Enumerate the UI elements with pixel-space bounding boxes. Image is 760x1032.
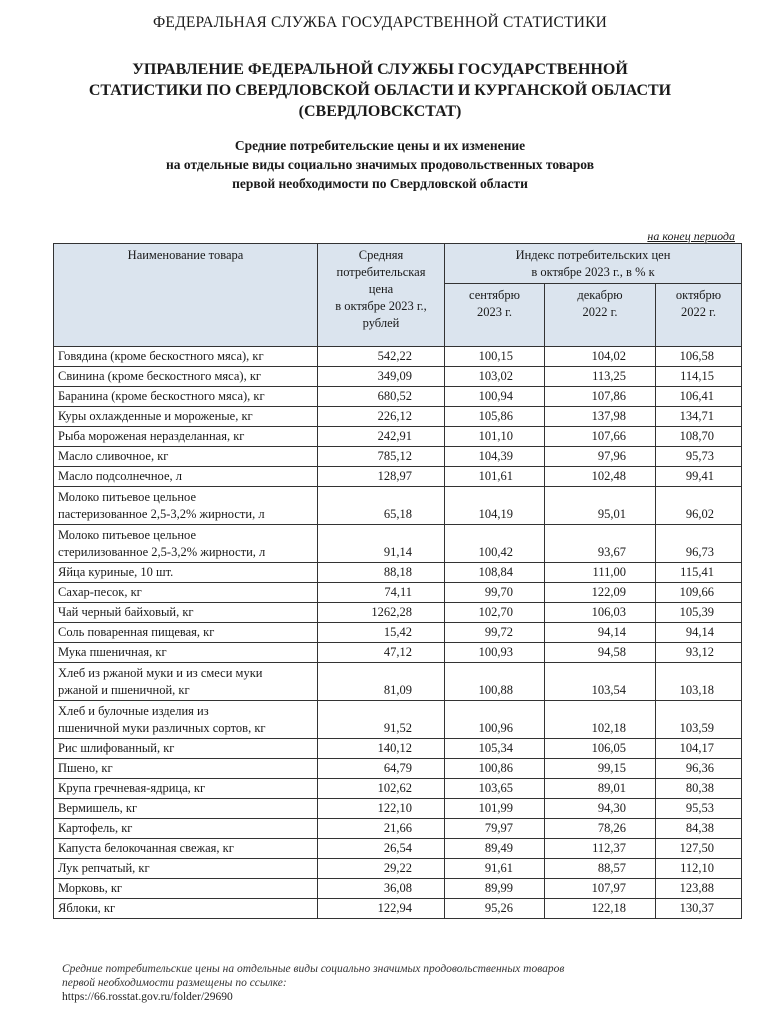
cpi-sep-2023-cell: 99,72 [445, 623, 545, 643]
table-row [54, 819, 742, 839]
product-name-line: Чай черный байховый, кг [58, 605, 194, 619]
table-row [54, 447, 742, 467]
cpi-oct-2022-cell: 96,02 [656, 487, 742, 525]
office-line: УПРАВЛЕНИЕ ФЕДЕРАЛЬНОЙ СЛУЖБЫ ГОСУДАРСТВЕННОЙ [132, 61, 628, 78]
product-name-line: Мука пшеничная, кг [58, 645, 167, 659]
price-cell: 122,10 [318, 799, 445, 819]
table-row [54, 759, 742, 779]
office-line: (СВЕРДЛОВСКСТАТ) [298, 103, 462, 120]
document-title [0, 136, 760, 193]
table-row [54, 487, 742, 525]
cpi-oct-2022-cell: 114,15 [656, 367, 742, 387]
cpi-sep-2023-cell: 100,15 [445, 347, 545, 367]
cpi-oct-2022-cell: 108,70 [656, 427, 742, 447]
cpi-sep-2023-cell: 99,70 [445, 583, 545, 603]
cpi-sep-2023-cell: 100,93 [445, 643, 545, 663]
cpi-dec-2022-cell: 88,57 [545, 859, 656, 879]
product-name-cell [54, 583, 318, 603]
price-cell: 542,22 [318, 347, 445, 367]
cpi-dec-2022-cell: 94,58 [545, 643, 656, 663]
product-name-cell [54, 739, 318, 759]
price-cell: 64,79 [318, 759, 445, 779]
cpi-dec-2022-cell: 89,01 [545, 779, 656, 799]
table-row [54, 779, 742, 799]
cpi-sep-2023-cell: 95,26 [445, 899, 545, 919]
table-row [54, 623, 742, 643]
product-name-line: ржаной и пшеничной, кг [58, 683, 190, 697]
table-row [54, 643, 742, 663]
table-row [54, 467, 742, 487]
cpi-sep-2023-cell: 105,34 [445, 739, 545, 759]
product-name-line: Молоко питьевое цельное [58, 490, 196, 504]
cpi-oct-2022-cell: 80,38 [656, 779, 742, 799]
footnote-line: Средние потребительские цены на отдельные виды социально значимых продовольственных товаров [62, 963, 565, 975]
product-name-cell [54, 525, 318, 563]
price-cell: 242,91 [318, 427, 445, 447]
footnote-line: первой необходимости размещены по ссылке: [62, 977, 287, 989]
price-cell: 102,62 [318, 779, 445, 799]
product-name-line: Крупа гречневая-ядрица, кг [58, 781, 206, 795]
price-cell: 140,12 [318, 739, 445, 759]
cpi-oct-2022-cell: 95,73 [656, 447, 742, 467]
product-name-cell [54, 663, 318, 701]
cpi-oct-2022-cell: 109,66 [656, 583, 742, 603]
table-row [54, 583, 742, 603]
product-name-cell [54, 427, 318, 447]
cpi-oct-2022-cell: 105,39 [656, 603, 742, 623]
cpi-oct-2022-cell: 95,53 [656, 799, 742, 819]
cpi-oct-2022-cell: 130,37 [656, 899, 742, 919]
product-name-cell [54, 487, 318, 525]
product-name-line: Хлеб из ржаной муки и из смеси муки [58, 666, 263, 680]
product-name-line: Куры охлажденные и мороженые, кг [58, 409, 253, 423]
table-row [54, 799, 742, 819]
product-name-line: Говядина (кроме бескостного мяса), кг [58, 349, 264, 363]
cpi-sep-2023-cell: 103,02 [445, 367, 545, 387]
cpi-sep-2023-cell: 101,61 [445, 467, 545, 487]
cpi-dec-2022-cell: 97,96 [545, 447, 656, 467]
price-cell: 680,52 [318, 387, 445, 407]
product-name-line: стерилизованное 2,5-3,2% жирности, л [58, 545, 266, 559]
cpi-dec-2022-cell: 111,00 [545, 563, 656, 583]
cpi-dec-2022-cell: 94,14 [545, 623, 656, 643]
cpi-oct-2022-cell: 112,10 [656, 859, 742, 879]
price-cell: 81,09 [318, 663, 445, 701]
cpi-sep-2023-cell: 100,86 [445, 759, 545, 779]
product-name-cell [54, 447, 318, 467]
cpi-dec-2022-cell: 102,18 [545, 701, 656, 739]
price-cell: 26,54 [318, 839, 445, 859]
cpi-sep-2023-cell: 89,99 [445, 879, 545, 899]
price-cell: 74,11 [318, 583, 445, 603]
product-name-line: Молоко питьевое цельное [58, 528, 196, 542]
price-cell: 65,18 [318, 487, 445, 525]
table-row [54, 407, 742, 427]
header-product-name: Наименование товара [54, 244, 318, 347]
product-name-cell [54, 879, 318, 899]
price-cell: 21,66 [318, 819, 445, 839]
table-row [54, 899, 742, 919]
price-cell: 349,09 [318, 367, 445, 387]
cpi-sep-2023-cell: 79,97 [445, 819, 545, 839]
cpi-dec-2022-cell: 122,18 [545, 899, 656, 919]
cpi-oct-2022-cell: 106,41 [656, 387, 742, 407]
price-cell: 1262,28 [318, 603, 445, 623]
product-name-line: Картофель, кг [58, 821, 133, 835]
product-name-cell [54, 623, 318, 643]
cpi-oct-2022-cell: 93,12 [656, 643, 742, 663]
header-oct-2022: октябрю 2022 г. [656, 284, 742, 347]
cpi-sep-2023-cell: 105,86 [445, 407, 545, 427]
cpi-oct-2022-cell: 106,58 [656, 347, 742, 367]
product-name-cell [54, 701, 318, 739]
price-cell: 15,42 [318, 623, 445, 643]
title-line: на отдельные виды социально значимых продовольственных товаров [165, 157, 595, 172]
cpi-dec-2022-cell: 107,66 [545, 427, 656, 447]
product-name-cell [54, 347, 318, 367]
table-row [54, 739, 742, 759]
cpi-dec-2022-cell: 102,48 [545, 467, 656, 487]
product-name-line: Яйца куриные, 10 шт. [58, 565, 174, 579]
cpi-oct-2022-cell: 94,14 [656, 623, 742, 643]
cpi-dec-2022-cell: 103,54 [545, 663, 656, 701]
product-name-cell [54, 563, 318, 583]
header-sep-2023: сентябрю 2023 г. [445, 284, 545, 347]
table-row [54, 879, 742, 899]
table-row [54, 663, 742, 701]
product-name-cell [54, 367, 318, 387]
product-name-line: Рис шлифованный, кг [58, 741, 175, 755]
cpi-dec-2022-cell: 94,30 [545, 799, 656, 819]
table-row [54, 563, 742, 583]
period-note: на конец периода [647, 229, 735, 243]
price-cell: 91,52 [318, 701, 445, 739]
cpi-oct-2022-cell: 99,41 [656, 467, 742, 487]
cpi-sep-2023-cell: 91,61 [445, 859, 545, 879]
cpi-dec-2022-cell: 106,05 [545, 739, 656, 759]
cpi-dec-2022-cell: 78,26 [545, 819, 656, 839]
table-body [54, 347, 742, 919]
cpi-dec-2022-cell: 106,03 [545, 603, 656, 623]
product-name-cell [54, 467, 318, 487]
table-row [54, 347, 742, 367]
product-name-line: пастеризованное 2,5-3,2% жирности, л [58, 507, 265, 521]
cpi-oct-2022-cell: 103,18 [656, 663, 742, 701]
price-table [53, 243, 742, 919]
cpi-dec-2022-cell: 93,67 [545, 525, 656, 563]
table-row [54, 367, 742, 387]
cpi-dec-2022-cell: 99,15 [545, 759, 656, 779]
cpi-sep-2023-cell: 100,42 [445, 525, 545, 563]
header-dec-2022: декабрю 2022 г. [545, 284, 656, 347]
header-average-price: Средняя потребительская цена в октябре 2023 г., рублей [318, 244, 445, 347]
cpi-dec-2022-cell: 107,86 [545, 387, 656, 407]
price-cell: 88,18 [318, 563, 445, 583]
cpi-oct-2022-cell: 115,41 [656, 563, 742, 583]
price-cell: 122,94 [318, 899, 445, 919]
product-name-line: Соль поваренная пищевая, кг [58, 625, 215, 639]
cpi-oct-2022-cell: 96,73 [656, 525, 742, 563]
cpi-oct-2022-cell: 104,17 [656, 739, 742, 759]
cpi-sep-2023-cell: 101,99 [445, 799, 545, 819]
product-name-cell [54, 603, 318, 623]
product-name-line: Морковь, кг [58, 881, 123, 895]
cpi-sep-2023-cell: 104,39 [445, 447, 545, 467]
cpi-sep-2023-cell: 100,94 [445, 387, 545, 407]
office-name [0, 59, 760, 122]
product-name-cell [54, 899, 318, 919]
cpi-sep-2023-cell: 108,84 [445, 563, 545, 583]
table-row [54, 859, 742, 879]
product-name-cell [54, 643, 318, 663]
product-name-line: Лук репчатый, кг [58, 861, 150, 875]
table-row [54, 701, 742, 739]
product-name-cell [54, 819, 318, 839]
price-cell: 47,12 [318, 643, 445, 663]
product-name-cell [54, 759, 318, 779]
product-name-line: Сахар-песок, кг [58, 585, 142, 599]
header-cpi-group: Индекс потребительских цен в октябре 2023 г., в % к [445, 244, 742, 284]
product-name-cell [54, 387, 318, 407]
cpi-oct-2022-cell: 103,59 [656, 701, 742, 739]
product-name-cell [54, 799, 318, 819]
cpi-sep-2023-cell: 100,88 [445, 663, 545, 701]
table-row [54, 525, 742, 563]
table-row [54, 839, 742, 859]
cpi-dec-2022-cell: 113,25 [545, 367, 656, 387]
cpi-dec-2022-cell: 95,01 [545, 487, 656, 525]
cpi-oct-2022-cell: 96,36 [656, 759, 742, 779]
agency-name: ФЕДЕРАЛЬНАЯ СЛУЖБА ГОСУДАРСТВЕННОЙ СТАТИСТИКИ [152, 14, 608, 31]
cpi-sep-2023-cell: 104,19 [445, 487, 545, 525]
source-link[interactable]: https://66.rosstat.gov.ru/folder/29690 [62, 991, 233, 1003]
cpi-sep-2023-cell: 101,10 [445, 427, 545, 447]
price-cell: 128,97 [318, 467, 445, 487]
product-name-line: Хлеб и булочные изделия из [58, 704, 209, 718]
price-cell: 785,12 [318, 447, 445, 467]
table-row [54, 427, 742, 447]
cpi-sep-2023-cell: 100,96 [445, 701, 545, 739]
cpi-dec-2022-cell: 107,97 [545, 879, 656, 899]
table-row [54, 387, 742, 407]
cpi-dec-2022-cell: 122,09 [545, 583, 656, 603]
office-line: СТАТИСТИКИ ПО СВЕРДЛОВСКОЙ ОБЛАСТИ И КУРГАНСКОЙ ОБЛАСТИ [88, 82, 672, 99]
product-name-cell [54, 407, 318, 427]
product-name-line: Свинина (кроме бескостного мяса), кг [58, 369, 262, 383]
cpi-sep-2023-cell: 103,65 [445, 779, 545, 799]
cpi-oct-2022-cell: 127,50 [656, 839, 742, 859]
table-row [54, 603, 742, 623]
product-name-line: Вермишель, кг [58, 801, 138, 815]
product-name-line: Масло сливочное, кг [58, 449, 169, 463]
price-cell: 36,08 [318, 879, 445, 899]
price-cell: 91,14 [318, 525, 445, 563]
cpi-oct-2022-cell: 84,38 [656, 819, 742, 839]
product-name-line: Яблоки, кг [58, 901, 116, 915]
title-line: Средние потребительские цены и их изменение [234, 138, 526, 153]
product-name-line: Баранина (кроме бескостного мяса), кг [58, 389, 265, 403]
footnote [62, 962, 702, 1004]
product-name-line: Масло подсолнечное, л [58, 469, 182, 483]
product-name-line: Капуста белокочанная свежая, кг [58, 841, 234, 855]
product-name-line: пшеничной муки различных сортов, кг [58, 721, 266, 735]
cpi-dec-2022-cell: 137,98 [545, 407, 656, 427]
product-name-cell [54, 839, 318, 859]
product-name-line: Рыба мороженая неразделанная, кг [58, 429, 245, 443]
price-cell: 29,22 [318, 859, 445, 879]
cpi-oct-2022-cell: 123,88 [656, 879, 742, 899]
cpi-sep-2023-cell: 89,49 [445, 839, 545, 859]
title-line: первой необходимости по Свердловской области [232, 176, 528, 191]
product-name-line: Пшено, кг [58, 761, 113, 775]
cpi-dec-2022-cell: 112,37 [545, 839, 656, 859]
product-name-cell [54, 779, 318, 799]
cpi-dec-2022-cell: 104,02 [545, 347, 656, 367]
cpi-oct-2022-cell: 134,71 [656, 407, 742, 427]
product-name-cell [54, 859, 318, 879]
cpi-sep-2023-cell: 102,70 [445, 603, 545, 623]
price-cell: 226,12 [318, 407, 445, 427]
